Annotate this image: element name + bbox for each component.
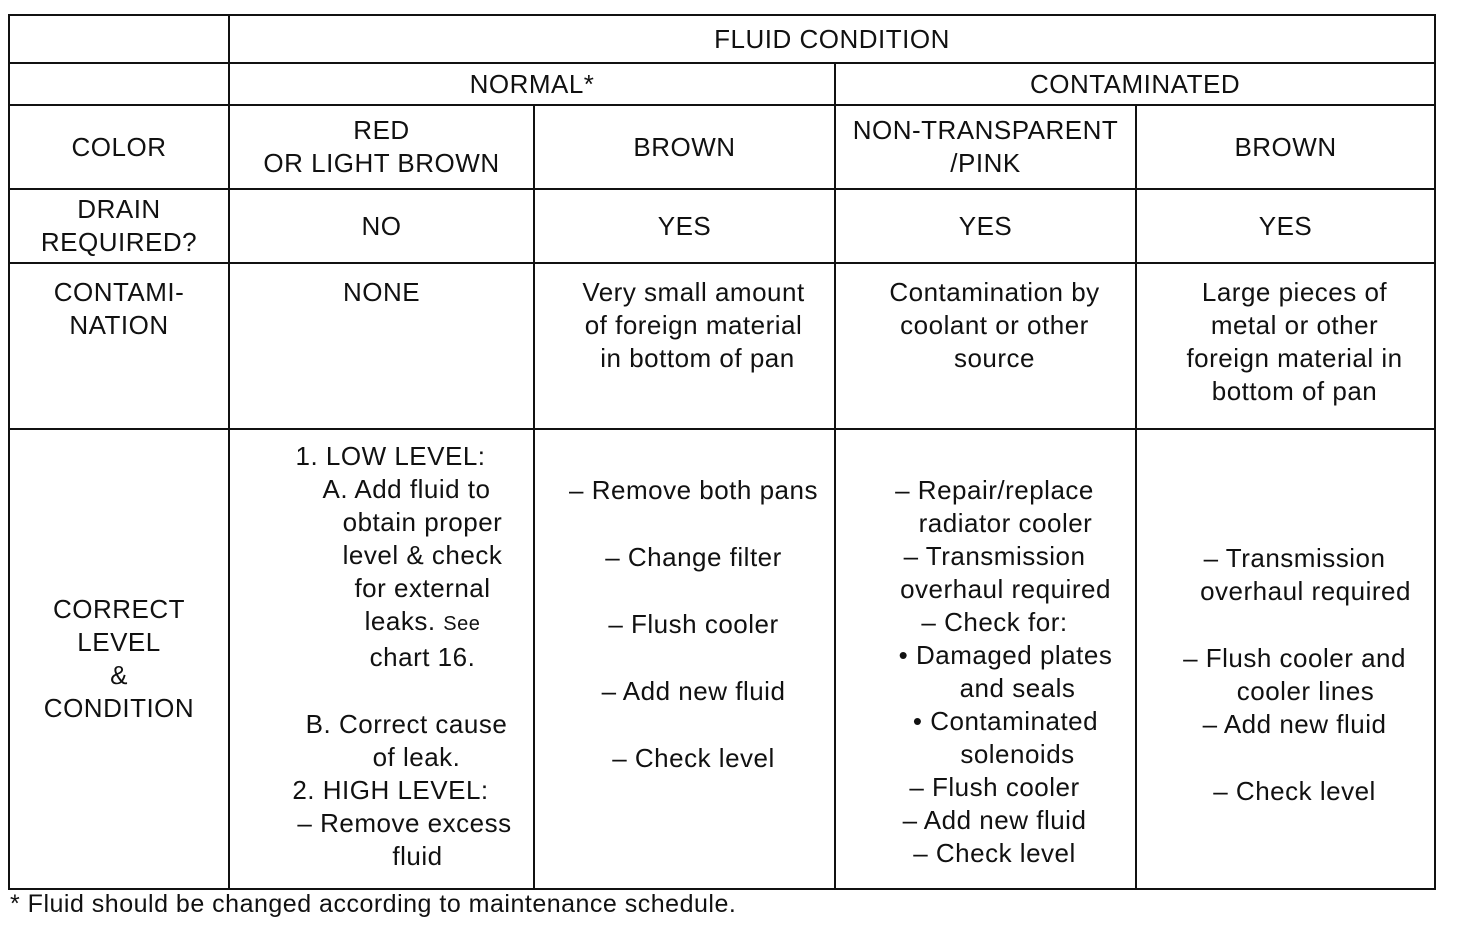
- correct-c3-l7: and seals: [959, 673, 1076, 703]
- correct-label-line4: CONDITION: [43, 693, 195, 723]
- group-row: [9, 63, 1435, 105]
- correct-c1-l2: A. Add fluid to: [322, 474, 491, 504]
- correct-c3-l2: radiator cooler: [918, 508, 1093, 538]
- fluid-condition-title: FLUID CONDITION: [229, 15, 1435, 63]
- correct-c4-l4: cooler lines: [1236, 676, 1375, 706]
- correct-c2-l3: – Flush cooler: [608, 609, 779, 639]
- correct-c4-l1: – Transmission: [1203, 543, 1386, 573]
- correct-c3-l10: – Flush cooler: [909, 772, 1080, 802]
- correct-c2-l4: – Add new fluid: [601, 676, 786, 706]
- contam-c4-line4: bottom of pan: [1211, 376, 1378, 406]
- correct-c3: [835, 429, 1136, 889]
- contam-c3-line3: source: [953, 343, 1036, 373]
- correct-c4-l3: – Flush cooler and: [1183, 643, 1406, 673]
- color-row: [9, 105, 1435, 189]
- title-row: [9, 15, 1435, 63]
- contaminated-group-header: CONTAMINATED: [835, 63, 1435, 105]
- correct-c3-l9: solenoids: [960, 739, 1075, 769]
- correct-c1-l8: B. Correct cause: [305, 709, 508, 739]
- correct-c1-l1: 1. LOW LEVEL:: [295, 441, 486, 471]
- correct-c3-l6: • Damaged plates: [898, 640, 1113, 670]
- contam-label-line2: NATION: [69, 310, 169, 340]
- correct-c4-l6: – Check level: [1213, 776, 1376, 806]
- correct-c1-l4: level & check: [342, 540, 503, 570]
- correct-c1-l11: – Remove excess: [297, 808, 512, 838]
- correct-level-row-label: [9, 429, 229, 889]
- drain-c4: YES: [1136, 189, 1435, 263]
- correct-c3-l12: – Check level: [913, 838, 1076, 868]
- contamination-c3: [835, 263, 1136, 429]
- correct-c3-l5: – Check for:: [921, 607, 1068, 637]
- contam-c2-line2: of foreign material: [584, 310, 803, 340]
- correct-c3-l8: • Contaminated: [912, 706, 1099, 736]
- fluid-condition-table: [8, 14, 1436, 890]
- corner-cell-2: [9, 63, 229, 105]
- correct-c4-l2: overhaul required: [1200, 576, 1411, 606]
- correct-label-line3: &: [110, 660, 128, 690]
- correct-c1-l6a: leaks.: [364, 606, 436, 636]
- drain-c2: YES: [534, 189, 835, 263]
- contam-c4-line1: Large pieces of: [1201, 277, 1388, 307]
- color-c3-line2: /PINK: [950, 148, 1021, 178]
- correct-label-line1: CORRECT: [52, 594, 186, 624]
- correct-c1-l7: chart 16.: [369, 642, 476, 672]
- drain-c3: YES: [835, 189, 1136, 263]
- correct-c3-l4: overhaul required: [900, 574, 1111, 604]
- correct-c1-l5: for external: [354, 573, 491, 603]
- correct-label-line2: LEVEL: [77, 627, 161, 657]
- drain-label-line2: REQUIRED?: [40, 227, 198, 257]
- color-normal-brown: BROWN: [534, 105, 835, 189]
- contam-c4-line2: metal or other: [1210, 310, 1379, 340]
- drain-row-label: [9, 189, 229, 263]
- color-c1-line1: RED: [353, 115, 410, 145]
- contam-c4-line3: foreign material in: [1186, 343, 1403, 373]
- correct-c3-l3: – Transmission: [903, 541, 1086, 571]
- correct-c4: [1136, 429, 1435, 889]
- correct-level-row: [9, 429, 1435, 889]
- color-contaminated-brown: BROWN: [1136, 105, 1435, 189]
- drain-row: [9, 189, 1435, 263]
- correct-c1: [229, 429, 534, 889]
- contam-c2-line1: Very small amount: [582, 277, 805, 307]
- correct-c1-l10: 2. HIGH LEVEL:: [292, 775, 489, 805]
- color-normal-red: [229, 105, 534, 189]
- correct-c2-l2: – Change filter: [605, 542, 782, 572]
- correct-c4-l5: – Add new fluid: [1202, 709, 1387, 739]
- footnote: * Fluid should be changed according to maintenance schedule.: [10, 890, 737, 918]
- normal-group-header: NORMAL*: [229, 63, 835, 105]
- contamination-c2: [534, 263, 835, 429]
- contam-c3-line2: coolant or other: [900, 310, 1089, 340]
- color-c1-line2: OR LIGHT BROWN: [263, 148, 500, 178]
- contamination-c4: [1136, 263, 1435, 429]
- correct-c1-l3: obtain proper: [342, 507, 503, 537]
- contam-c2-line3: in bottom of pan: [600, 343, 795, 373]
- correct-c3-l1: – Repair/replace: [895, 475, 1094, 505]
- correct-c1-l12: fluid: [392, 841, 443, 871]
- correct-c3-l11: – Add new fluid: [902, 805, 1087, 835]
- drain-c1: NO: [229, 189, 534, 263]
- color-row-label: COLOR: [9, 105, 229, 189]
- contam-c3-line1: Contamination by: [889, 277, 1100, 307]
- correct-c1-l6b: See: [443, 613, 481, 635]
- contamination-row: [9, 263, 1435, 429]
- correct-c2-l1: – Remove both pans: [569, 475, 818, 505]
- contam-label-line1: CONTAMI-: [53, 277, 185, 307]
- color-c3-line1: NON-TRANSPARENT: [852, 115, 1119, 145]
- contamination-row-label: [9, 263, 229, 429]
- correct-c1-l6: [248, 605, 533, 641]
- contamination-c1: NONE: [229, 263, 534, 429]
- color-contaminated-pink: [835, 105, 1136, 189]
- correct-c2-l5: – Check level: [612, 743, 775, 773]
- correct-c1-l9: of leak.: [372, 742, 461, 772]
- correct-c2: [534, 429, 835, 889]
- corner-cell: [9, 15, 229, 63]
- drain-label-line1: DRAIN: [77, 194, 161, 224]
